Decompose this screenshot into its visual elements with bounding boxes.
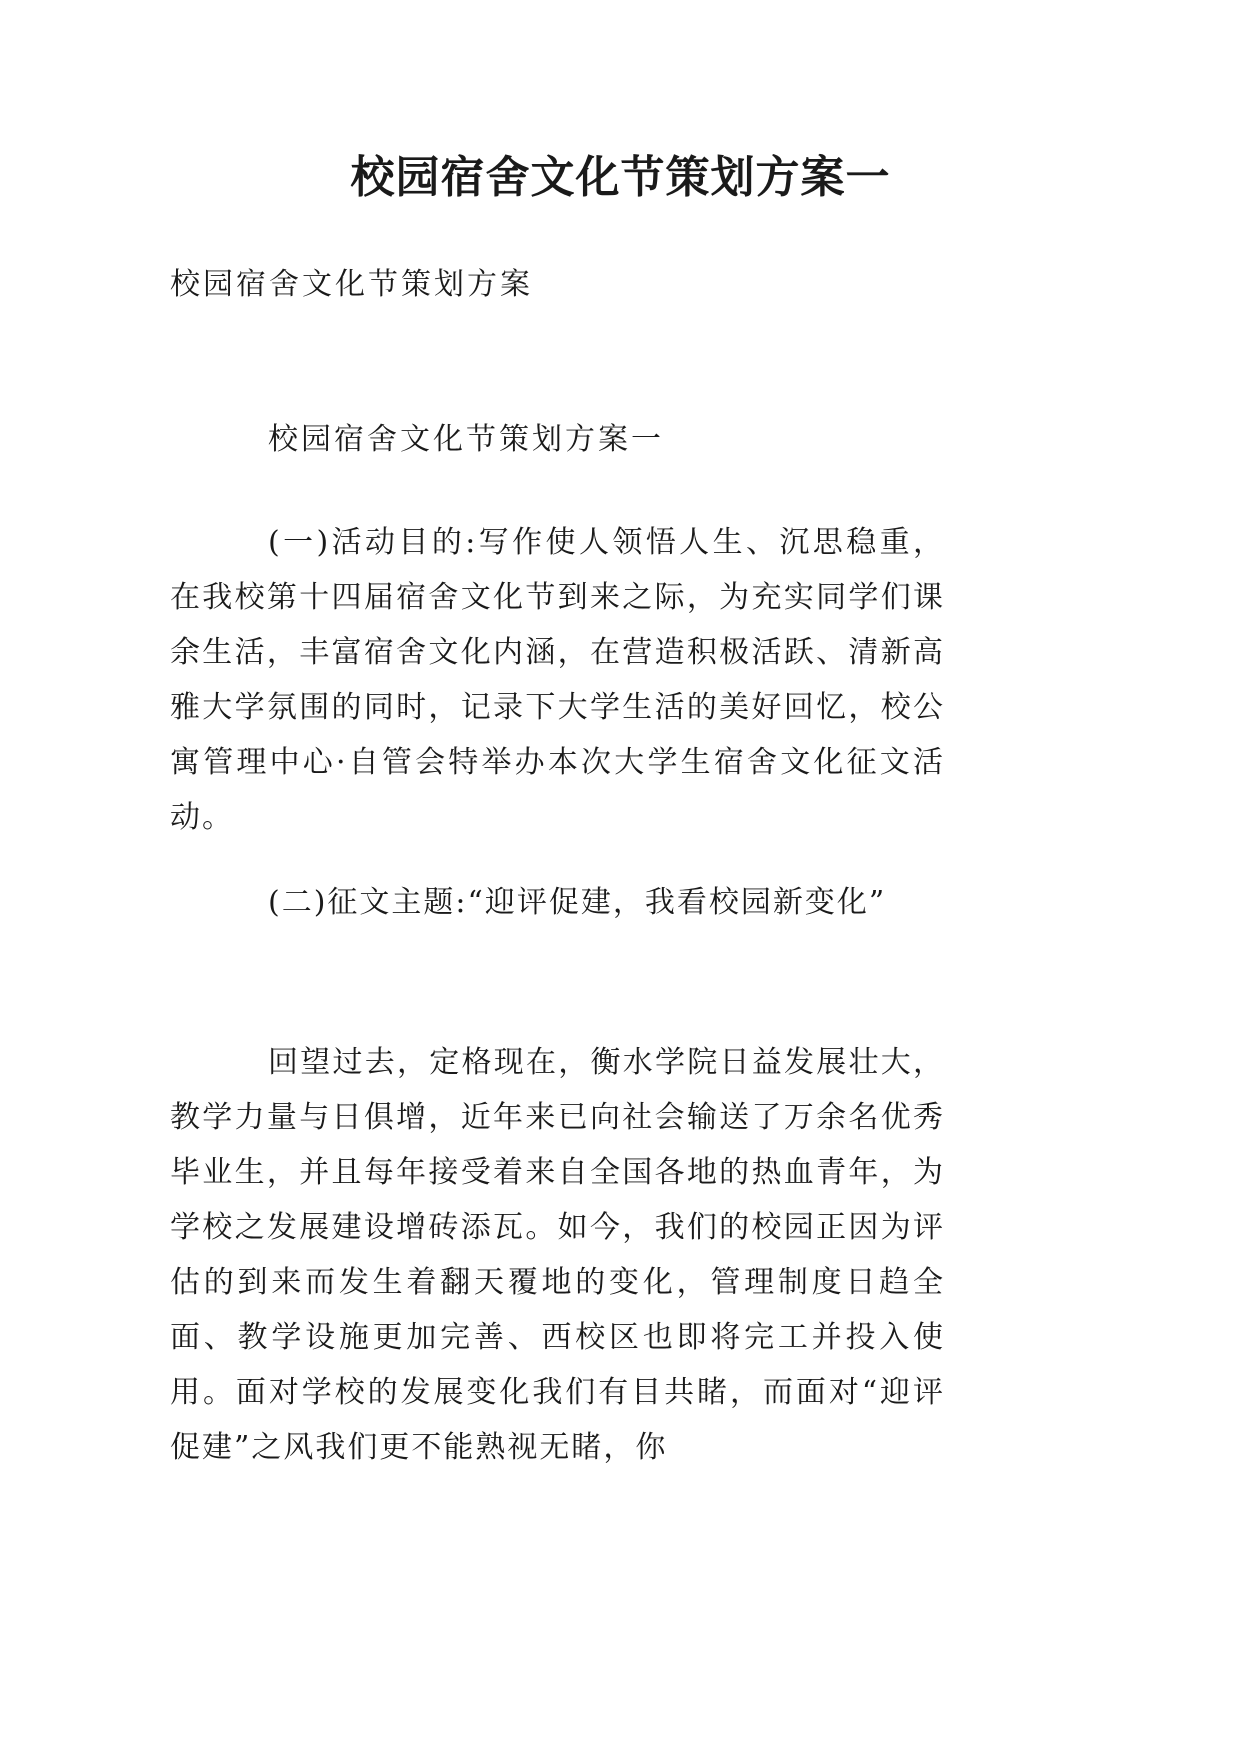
document-title: 校园宿舍文化节策划方案一 — [350, 152, 891, 203]
paragraph-theme: (二)征文主题:“迎评促建，我看校园新变化” — [268, 885, 887, 920]
section-title: 校园宿舍文化节策划方案一 — [268, 422, 664, 457]
paragraph-review: 回望过去，定格现在，衡水学院日益发展壮大，教学力量与日俱增，近年来已向社会输送了万余名优秀毕业生，并且每年接受着来自全国各地的热血青年，为学校之发展建设增砖添瓦。如今，我们的校园正因为评估的到来而发生着翻天覆地的变化，管理制度日趋全面、教学设施更加完善、西校区也即将完工并投入使用。面对学校的发展变化我们有目共睹，而面对“迎评促建”之风我们更不能熟视无睹，你 — [170, 1045, 945, 1465]
document-subtitle: 校园宿舍文化节策划方案 — [170, 267, 533, 302]
paragraph-purpose: (一)活动目的:写作使人领悟人生、沉思稳重，在我校第十四届宿舍文化节到来之际，为充实同学们课余生活，丰富宿舍文化内涵，在营造积极活跃、清新高雅大学氛围的同时，记录下大学生活的美好回忆，校公寓管理中心·自管会特举办本次大学生宿舍文化征文活动。 — [170, 525, 945, 835]
